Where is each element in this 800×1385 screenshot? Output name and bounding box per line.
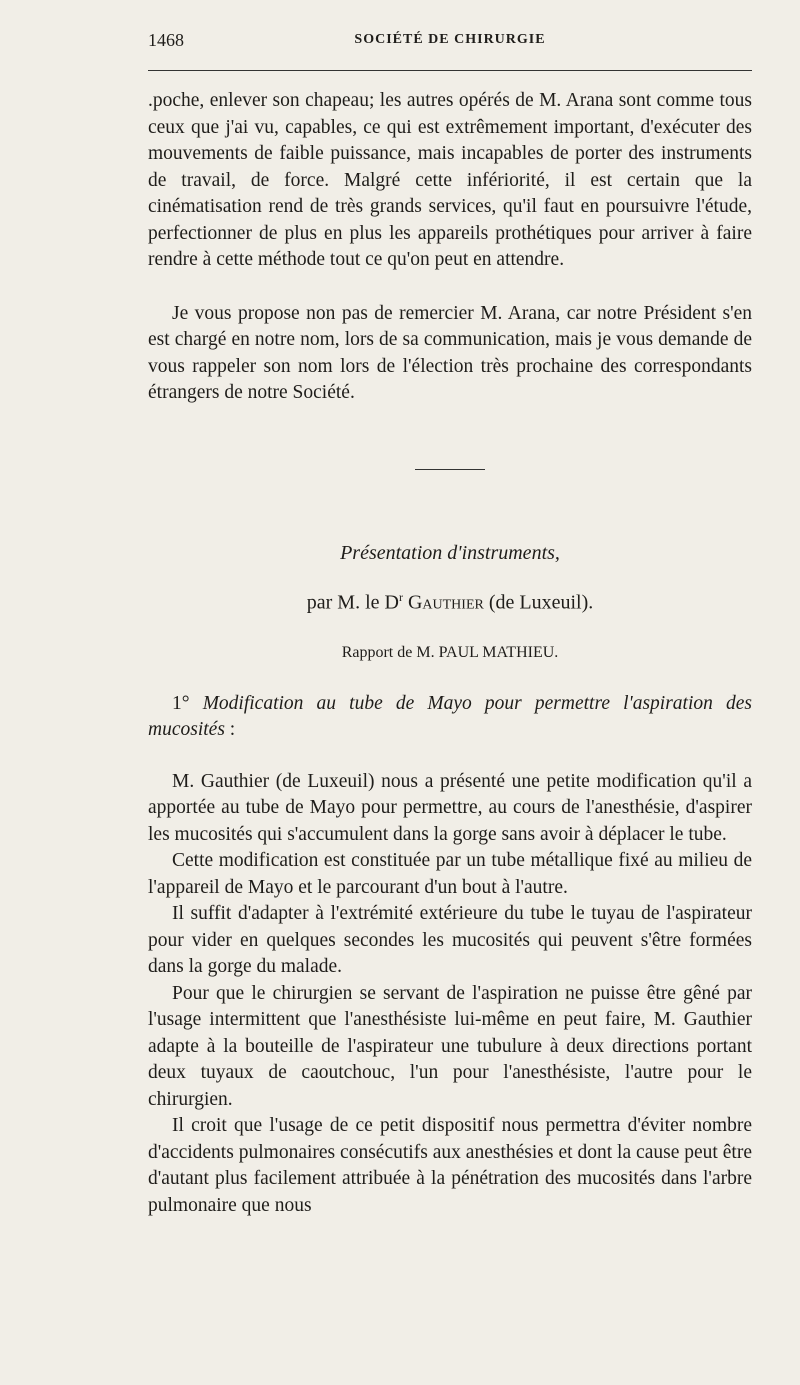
section-separator: [415, 469, 485, 470]
paragraph-continued: .poche, enlever son chapeau; les autres opérés de M. Arana sont comme tous ceux que j'ai vu, capables, ce qui est extrêmement important, d'exécuter des mouvements de faible puissance, mais incapables de porter des instruments de travail, de force. Malgré cette infériorité, il est certain que la cinématisation rend de très grands services, qu'il faut en poursuivre l'étude, perfectionner de plus en plus les appareils prothétiques pour arriver à faire rendre à cette méthode tout ce qu'on peut en attendre.: [148, 90, 752, 270]
item-paragraph: Pour que le chirurgien se servant de l'aspiration ne puisse être gêné par l'usage intermittent que l'anesthésiste lui-même en peut faire, M. Gauthier adapte à la bouteille de l'aspirateur une tubulure à deux directions portant deux tuyaux de caoutchouc, l'un pour l'anesthésiste, l'autre pour le chirurgien.: [148, 982, 752, 1110]
item-title: Modification au tube de Mayo pour permettre l'aspiration des mucosités: [148, 692, 752, 741]
item-title-end: :: [224, 719, 236, 741]
running-title: SOCIÉTÉ DE CHIRURGIE: [354, 32, 546, 47]
item-paragraph: Cette modification est constituée par un tube métallique fixé au milieu de l'appareil de Mayo et le parcourant d'un bout à l'autre.: [148, 850, 752, 898]
paragraph-proposal: Je vous propose non pas de remercier M. Arana, car notre Président s'en est chargé en notre nom, lors de sa communication, mais je vous demande de vous rappeler son nom lors de l'élection très prochaine des correspondants étrangers de notre Société.: [148, 302, 752, 403]
item-paragraph: Il croit que l'usage de ce petit dispositif nous permettra d'éviter nombre d'accidents pulmonaires consécutifs aux anesthésies et dont la cause peut être d'autant plus facilement attribuée à la pénétration des mucosités dans l'arbre pulmonaire que nous: [148, 1115, 752, 1216]
page-number: 1468: [148, 30, 184, 50]
author-prefix: par M. le D: [306, 591, 399, 614]
section-author: [148, 584, 752, 616]
section-title: Présentation d'instruments,: [340, 541, 560, 564]
report-line: Rapport de M. PAUL MATHIEU.: [341, 644, 559, 662]
body-text: [148, 88, 752, 1219]
item-heading: [148, 691, 752, 744]
author-sup: r: [398, 590, 403, 604]
author-name: Gauthier: [407, 591, 484, 614]
item-number: 1°: [172, 692, 190, 714]
item-paragraph: M. Gauthier (de Luxeuil) nous a présenté une petite modification qu'il a apportée au tube de Mayo pour permettre, au cours de l'anesthésie, d'aspirer les mucosités qui s'accumulent dans la gorge sans avoir à déplacer le tube.: [148, 770, 752, 845]
page-header: [148, 30, 752, 54]
header-rule: [148, 70, 752, 71]
item-paragraph: Il suffit d'adapter à l'extrémité extérieure du tube le tuyau de l'aspirateur pour vider en quelques secondes les mucosités qui peuvent s'être formées dans la gorge du malade.: [148, 903, 752, 978]
author-suffix: (de Luxeuil).: [483, 591, 594, 614]
